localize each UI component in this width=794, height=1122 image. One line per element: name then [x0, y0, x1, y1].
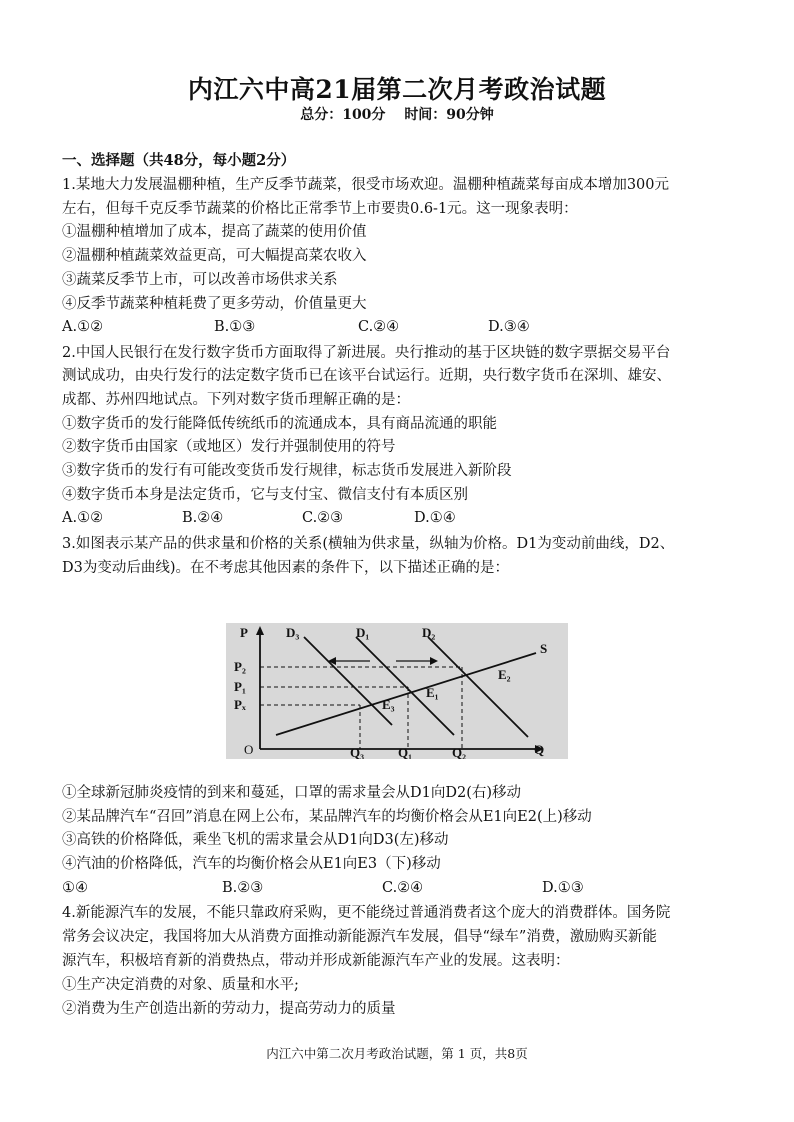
label-s: S [540, 641, 548, 656]
footer-page-number: 1 [457, 1046, 466, 1061]
q2-stem-line1: 2.中国人民银行在发行数字货币方面取得了新进展。央行推动的基于区块链的数字票据交易平台 [62, 345, 671, 361]
section-heading: 一、选择题（共48分，每小题2分） [62, 152, 296, 169]
q1-stem-line1: 1.某地大力发展温棚种植，生产反季节蔬菜，很受市场欢迎。温棚种植蔬菜每亩成本增加300元 [62, 177, 670, 193]
label-q1: Q₁ [398, 745, 413, 759]
total-score: 总分：100分 [300, 107, 386, 123]
q3-option-c[interactable]: C.②④ [382, 880, 424, 896]
q2-stem-line2: 测试成功，由央行发行的法定数字货币已在该平台试运行。近期，央行数字货币在深圳、雄安、 [62, 368, 671, 384]
q4-stem-line1: 4.新能源汽车的发展，不能只靠政府采购，更不能绕过普通消费者这个庞大的消费群体。国务院 [62, 905, 671, 921]
q1-item-2: ②温棚种植蔬菜效益更高，可大幅提高菜农收入 [62, 248, 367, 264]
q1-item-1: ①温棚种植增加了成本，提高了蔬菜的使用价值 [62, 224, 367, 240]
q2-option-b[interactable]: B.②④ [182, 510, 224, 526]
footer-text: 内江六中第二次月考政治试题，第 [266, 1046, 454, 1061]
q2-item-3: ③数字货币的发行有可能改变货币发行规律，标志货币发展进入新阶段 [62, 463, 512, 479]
q1-item-4: ④反季节蔬菜种植耗费了更多劳动，价值量更大 [62, 296, 367, 312]
q3-item-3: ③高铁的价格降低，乘坐飞机的需求量会从D1向D3(左)移动 [62, 832, 449, 848]
supply-curve-s [276, 653, 536, 735]
label-e3: E₃ [382, 697, 395, 712]
q3-item-2: ②某品牌汽车“召回”消息在网上公布，某品牌汽车的均衡价格会从E1向E2(上)移动 [62, 809, 592, 825]
q1-stem-line2: 左右，但每千克反季节蔬菜的价格比正常季节上市要贵0.6-1元。这一现象表明： [62, 201, 578, 217]
q2-option-d[interactable]: D.①④ [414, 510, 456, 526]
q4-stem-line2: 常务会议决定，我国将加大从消费方面推动新能源汽车发展，倡导“绿车”消费，激励购买新能 [62, 929, 657, 945]
q3-stem-line1: 3.如图表示某产品的供求量和价格的关系(横轴为供求量，纵轴为价格。D1为变动前曲线，D2、 [62, 536, 675, 552]
demand-curve-d1 [356, 637, 454, 735]
q1-item-3: ③蔬菜反季节上市，可以改善市场供求关系 [62, 272, 338, 288]
q3-option-b[interactable]: B.②③ [222, 880, 264, 896]
label-e2: E₂ [498, 667, 511, 682]
q3-option-d[interactable]: D.①③ [542, 880, 584, 896]
q2-item-2: ②数字货币由国家（或地区）发行并强制使用的符号 [62, 439, 396, 455]
axis-label-q: Q [534, 742, 545, 757]
q4-stem-line3: 源汽车，积极培育新的消费热点，带动并形成新能源汽车产业的发展。这表明： [62, 953, 570, 969]
exam-info [0, 104, 794, 124]
label-px: Pₓ [234, 697, 246, 712]
q2-option-a[interactable]: A.①② [62, 510, 104, 526]
q4-item-2: ②消费为生产创造出新的劳动力，提高劳动力的质量 [62, 1001, 396, 1017]
q4-item-1: ①生产决定消费的对象、质量和水平; [62, 977, 299, 993]
q3-option-a[interactable]: ①④ [62, 880, 88, 896]
label-q3: Q₃ [350, 745, 365, 759]
footer-page-total: 页，共8页 [469, 1046, 528, 1061]
q3-stem-line2: D3为变动后曲线)。在不考虑其他因素的条件下，以下描述正确的是： [62, 560, 510, 576]
axis-label-p: P [240, 625, 248, 640]
label-e1: E₁ [426, 685, 439, 700]
label-d1: D₁ [356, 625, 370, 640]
q1-option-c[interactable]: C.②④ [358, 319, 400, 335]
demand-curve-d2 [428, 637, 528, 737]
label-p1: P₁ [234, 679, 246, 694]
q1-option-b[interactable]: B.①③ [214, 319, 256, 335]
page-footer [0, 1044, 794, 1062]
y-axis-arrow [256, 626, 264, 635]
q2-item-1: ①数字货币的发行能降低传统纸币的流通成本，具有商品流通的职能 [62, 416, 497, 432]
q3-item-4: ④汽油的价格降低，汽车的均衡价格会从E1向E3（下)移动 [62, 856, 441, 872]
q3-item-1: ①全球新冠肺炎疫情的到来和蔓延，口罩的需求量会从D1向D2(右)移动 [62, 785, 522, 801]
supply-demand-graph [226, 623, 568, 759]
label-d3: D₃ [286, 625, 300, 640]
page-title: 内江六中高21届第二次月考政治试题 [187, 75, 607, 104]
q2-option-c[interactable]: C.②③ [302, 510, 344, 526]
q2-stem-line3: 成都、苏州四地试点。下列对数字货币理解正确的是： [62, 392, 410, 408]
q2-item-4: ④数字货币本身是法定货币，它与支付宝、微信支付有本质区别 [62, 487, 468, 503]
label-d2: D₂ [422, 625, 436, 640]
exam-time: 时间：90分钟 [404, 107, 494, 123]
origin-label: O [244, 742, 254, 757]
q1-option-a[interactable]: A.①② [62, 319, 104, 335]
label-p2: P₂ [234, 659, 246, 674]
shift-arrow-right-head [430, 657, 438, 665]
label-q2: Q₂ [452, 745, 467, 759]
q1-option-d[interactable]: D.③④ [488, 319, 530, 335]
